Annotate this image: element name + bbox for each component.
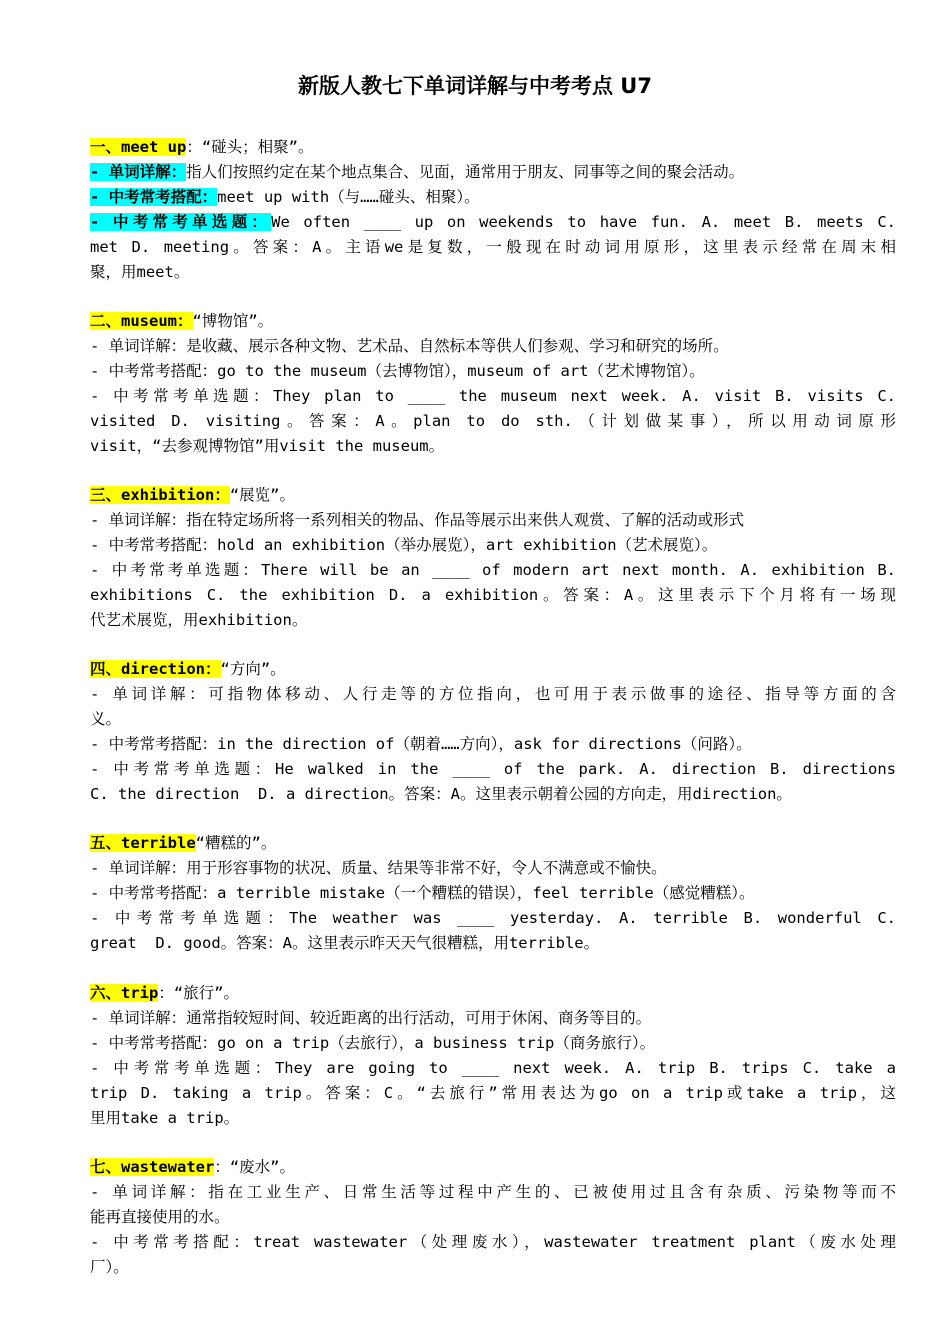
section-5-heading: 五、terrible“糟糕的”。 bbox=[90, 834, 277, 852]
section-4-detail-line-1: - 单词详解：可指物体移动、人行走等的方位指向，也可用于表示做事的途径、指导等方面的含 bbox=[90, 685, 896, 703]
section-1-detail: - 单词详解：指人们按照约定在某个地点集合、见面，通常用于朋友、同事等之间的聚会活动。 bbox=[90, 163, 745, 181]
section-2-detail: - 单词详解：是收藏、展示各种文物、艺术品、自然标本等供人们参观、学习和研究的场所。 bbox=[90, 337, 729, 355]
section-5-quiz-line-1: - 中考常考单选题：The weather was ____ yesterday. A. terrible B. wonderful C. bbox=[90, 909, 896, 927]
section-6-collocation: - 中考常考搭配：go on a trip（去旅行），a business trip（商务旅行）。 bbox=[90, 1034, 656, 1052]
section-6-heading: 六、trip：“旅行”。 bbox=[90, 984, 239, 1002]
section-2-quiz-line-1: - 中考常考单选题：They plan to ____ the museum next week. A. visit B. visits C. bbox=[90, 387, 896, 405]
section-5-quiz-line-2: great D. good。答案：A。这里表示昨天天气很糟糕，用terrible。 bbox=[90, 934, 600, 952]
section-6-quiz-line-3: 里用take a trip。 bbox=[90, 1109, 240, 1127]
section-7-collocation-line-1: - 中考常考搭配：treat wastewater（处理废水），wastewater treatment plant（废水处理 bbox=[90, 1233, 896, 1251]
section-6-detail: - 单词详解：通常指较短时间、较近距离的出行活动，可用于休闲、商务等目的。 bbox=[90, 1009, 652, 1027]
section-3-heading: 三、exhibition：“展览”。 bbox=[90, 486, 295, 504]
page-title: 新版人教七下单词详解与中考考点 U7 bbox=[298, 74, 652, 98]
section-7-detail-line-2: 能再直接使用的水。 bbox=[90, 1208, 230, 1226]
section-1-quiz-line-3: 聚，用meet。 bbox=[90, 263, 190, 281]
section-1-quiz-line-2: met D. meeting。答案：A。主语we是复数，一般现在时动词用原形，这里表示经常在周末相 bbox=[90, 238, 896, 256]
section-3-collocation: - 中考常考搭配：hold an exhibition（举办展览），art exhibition（艺术展览）。 bbox=[90, 536, 718, 554]
section-4-detail-line-2: 义。 bbox=[90, 710, 122, 728]
section-1-word: 一、meet up bbox=[90, 138, 187, 156]
section-7-heading: 七、wastewater：“废水”。 bbox=[90, 1158, 295, 1176]
section-4-collocation: - 中考常考搭配：in the direction of（朝着……方向），ask for directions（问路）。 bbox=[90, 735, 752, 753]
section-7-detail-line-1: - 单词详解：指在工业生产、日常生活等过程中产生的、已被使用过且含有杂质、污染物等而不 bbox=[90, 1183, 896, 1201]
section-4-quiz-line-2: C. the direction D. a direction。答案：A。这里表示朝着公园的方向走，用direction。 bbox=[90, 785, 792, 803]
section-2-quiz-line-2: visited D. visiting。答案：A。plan to do sth.（计划做某事），所以用动词原形 bbox=[90, 412, 896, 430]
section-3-quiz-line-1: - 中考常考单选题：There will be an ____ of modern art next month. A. exhibition B. bbox=[90, 561, 896, 579]
section-2-quiz-line-3: visit，“去参观博物馆”用visit the museum。 bbox=[90, 437, 445, 455]
section-2-collocation: - 中考常考搭配：go to the museum（去博物馆），museum of art（艺术博物馆）。 bbox=[90, 362, 705, 380]
section-2-heading: 二、museum：“博物馆”。 bbox=[90, 312, 274, 330]
section-6-quiz-line-2: trip D. taking a trip。答案：C。“去旅行”常用表达为go on a trip或take a trip，这 bbox=[90, 1084, 896, 1102]
section-1-quiz-line-1: - 中考常考单选题：We often ____ up on weekends to have fun. A. meet B. meets C. bbox=[90, 213, 896, 231]
section-3-quiz-line-3: 代艺术展览，用exhibition。 bbox=[90, 611, 308, 629]
section-3-detail: - 单词详解：指在特定场所将一系列相关的物品、作品等展示出来供人观赏、了解的活动或形式 bbox=[90, 511, 745, 529]
section-3-quiz-line-2: exhibitions C. the exhibition D. a exhibition。答案：A。这里表示下个月将有一场现 bbox=[90, 586, 896, 604]
section-6-quiz-line-1: - 中考常考单选题：They are going to ____ next week. A. trip B. trips C. take a bbox=[90, 1059, 896, 1077]
section-4-heading: 四、direction：“方向”。 bbox=[90, 660, 286, 678]
section-7-collocation-line-2: 厂）。 bbox=[90, 1258, 129, 1276]
section-1-collocation: - 中考常考搭配：meet up with（与……碰头、相聚）。 bbox=[90, 188, 480, 206]
section-5-detail: - 单词详解：用于形容事物的状况、质量、结果等非常不好，令人不满意或不愉快。 bbox=[90, 859, 667, 877]
section-5-collocation: - 中考常考搭配：a terrible mistake（一个糟糕的错误），feel terrible（感觉糟糕）。 bbox=[90, 884, 755, 902]
section-1-heading: 一、meet up：“碰头；相聚”。 bbox=[90, 138, 314, 156]
section-4-quiz-line-1: - 中考常考单选题：He walked in the ____ of the park. A. direction B. directions bbox=[90, 760, 896, 778]
